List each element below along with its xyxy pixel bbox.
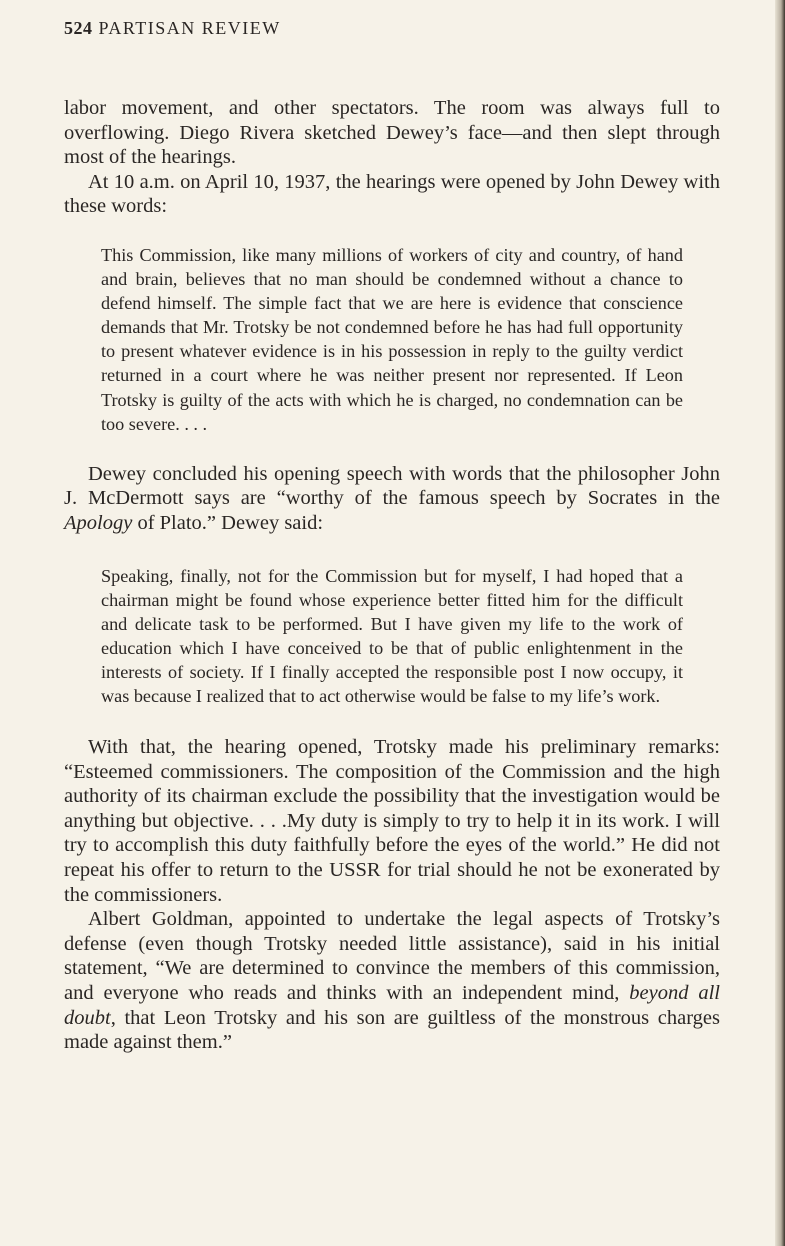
book-spine-shadow (775, 0, 785, 1246)
journal-title: PARTISAN REVIEW (98, 18, 281, 38)
page-number: 524 (64, 18, 93, 38)
paragraph-3 (64, 462, 720, 536)
paragraph-3-text-b: of Plato.” Dewey said: (132, 511, 324, 534)
page-body (64, 96, 720, 1055)
paragraph-3-text-a: Dewey concluded his opening speech with words that the philosopher John J. McDermott says are “worthy of the famous speech by Socrates in the (64, 462, 720, 510)
paragraph-5 (64, 907, 720, 1055)
apology-title: Apology (64, 511, 133, 534)
block-quote-dewey-opening: This Commission, like many millions of workers of city and country, of hand and brain, believes that no man should be condemned without a chance to defend himself. The simple fact that we are here is evidence that conscience demands that Mr. Trotsky be not condemned before he has had full opportunity to present whatever evidence is in his possession in reply to the guilty verdict returned in a court where he was neither present nor represented. If Leon Trotsky is guilty of the acts with which he is charged, no condemnation can be too severe. . . . (101, 244, 683, 434)
paragraph-5-text-a: Albert Goldman, appointed to undertake the legal aspects of Trotsky’s defense (even though Trotsky needed little assistance), said in his initial statement, “We are determined to convince the members of this commission, and everyone who reads and thinks with an independent mind, (64, 908, 720, 1004)
block-quote-dewey-personal: Speaking, finally, not for the Commission but for myself, I had hoped that a chairman might be found whose experience better fitted him for the difficult and delicate task to be performed. But I have given my life to the work of education which I have conceived to be that of public enlightenment in the interests of society. If I finally accepted the responsible post I now occupy, it was because I realized that to act otherwise would be false to my life’s work. (101, 565, 683, 706)
paragraph-5-text-b: , that Leon Trotsky and his son are guiltless of the monstrous charges made against them.” (64, 1006, 720, 1054)
paragraph-4: With that, the hearing opened, Trotsky made his preliminary remarks: “Esteemed commissioners. The composition of the Commission and the high authority of its chairman exclude the possibility that the investigation would be anything but objective. . . .My duty is simply to try to help it in its work. I will try to accomplish this duty faithfully before the eyes of the world.” He did not repeat his offer to return to the USSR for trial should he not be exonerated by the commissioners. (64, 736, 720, 906)
paragraph-1: labor movement, and other spectators. The room was always full to overflowing. Diego Rivera sketched Dewey’s face—and then slept through most of the hearings. (64, 97, 720, 169)
beyond-all-doubt-emphasis: beyond all doubt (64, 982, 721, 1029)
paragraph-2: At 10 a.m. on April 10, 1937, the hearings were opened by John Dewey with these words: (64, 170, 720, 218)
running-header (64, 18, 281, 39)
